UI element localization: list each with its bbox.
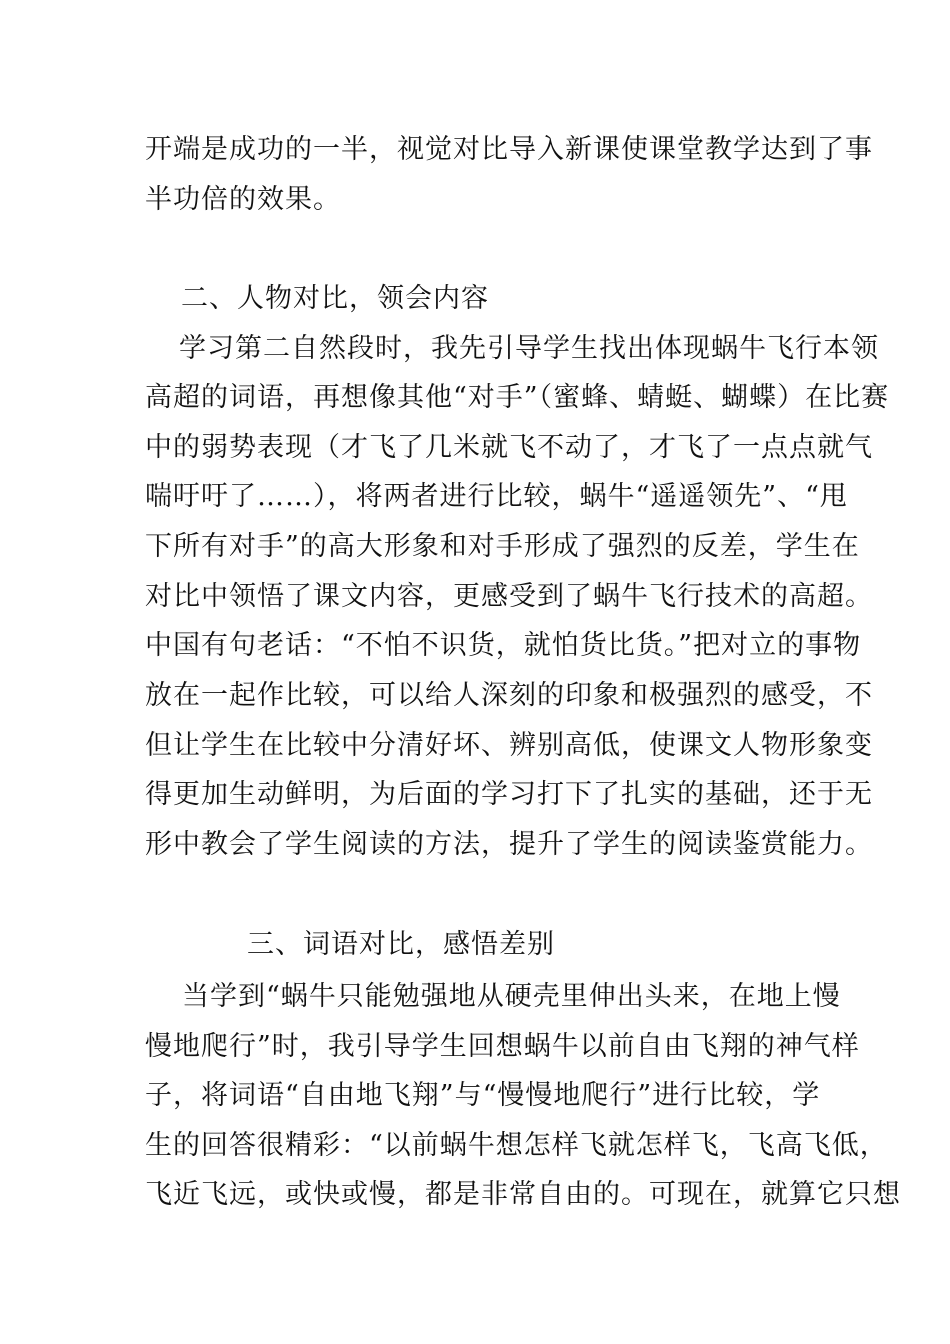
section-2-line-7: 中国有句老话：“不怕不识货，就怕货比货。”把对立的事物	[145, 630, 862, 661]
intro-line-2: 半功倍的效果。	[145, 184, 341, 215]
section-2-line-11: 形中教会了学生阅读的方法，提升了学生的阅读鉴赏能力。	[145, 829, 873, 860]
section-3-line-5: 飞近飞远，或快或慢，都是非常自由的。可现在，就算它只想	[145, 1179, 901, 1210]
section-3-line-3: 子，将词语“自由地飞翔”与“慢慢地爬行”进行比较，学	[145, 1080, 821, 1111]
section-3-heading: 三、词语对比，感悟差别	[247, 929, 555, 960]
section-3-line-1: 当学到“蜗牛只能勉强地从硬壳里伸出头来，在地上慢	[182, 981, 841, 1012]
section-3-line-4: 生的回答很精彩：“以前蜗牛想怎样飞就怎样飞，飞高飞低，	[145, 1130, 888, 1161]
section-2-line-4: 喘吁吁了……），将两者进行比较，蜗牛“遥遥领先”、“甩	[145, 481, 848, 512]
section-2-line-5: 下所有对手”的高大形象和对手形成了强烈的反差，学生在	[145, 531, 860, 562]
section-2-line-6: 对比中领悟了课文内容，更感受到了蜗牛飞行技术的高超。	[145, 581, 873, 612]
section-2-line-2: 高超的词语，再想像其他“对手”（蜜蜂、蜻蜓、蝴蝶）在比赛	[145, 382, 890, 413]
section-2-line-3: 中的弱势表现（才飞了几米就飞不动了，才飞了一点点就气	[145, 432, 873, 463]
intro-line-1: 开端是成功的一半，视觉对比导入新课使课堂教学达到了事	[145, 134, 873, 165]
section-2-heading: 二、人物对比，领会内容	[181, 283, 489, 314]
section-2-line-1: 学习第二自然段时，我先引导学生找出体现蜗牛飞行本领	[179, 333, 879, 364]
section-2-line-10: 得更加生动鲜明，为后面的学习打下了扎实的基础，还于无	[145, 779, 873, 810]
section-3-line-2: 慢地爬行”时，我引导学生回想蜗牛以前自由飞翔的神气样	[145, 1031, 860, 1062]
section-2-line-8: 放在一起作比较，可以给人深刻的印象和极强烈的感受，不	[145, 680, 873, 711]
section-2-line-9: 但让学生在比较中分清好坏、辨别高低，使课文人物形象变	[145, 730, 873, 761]
